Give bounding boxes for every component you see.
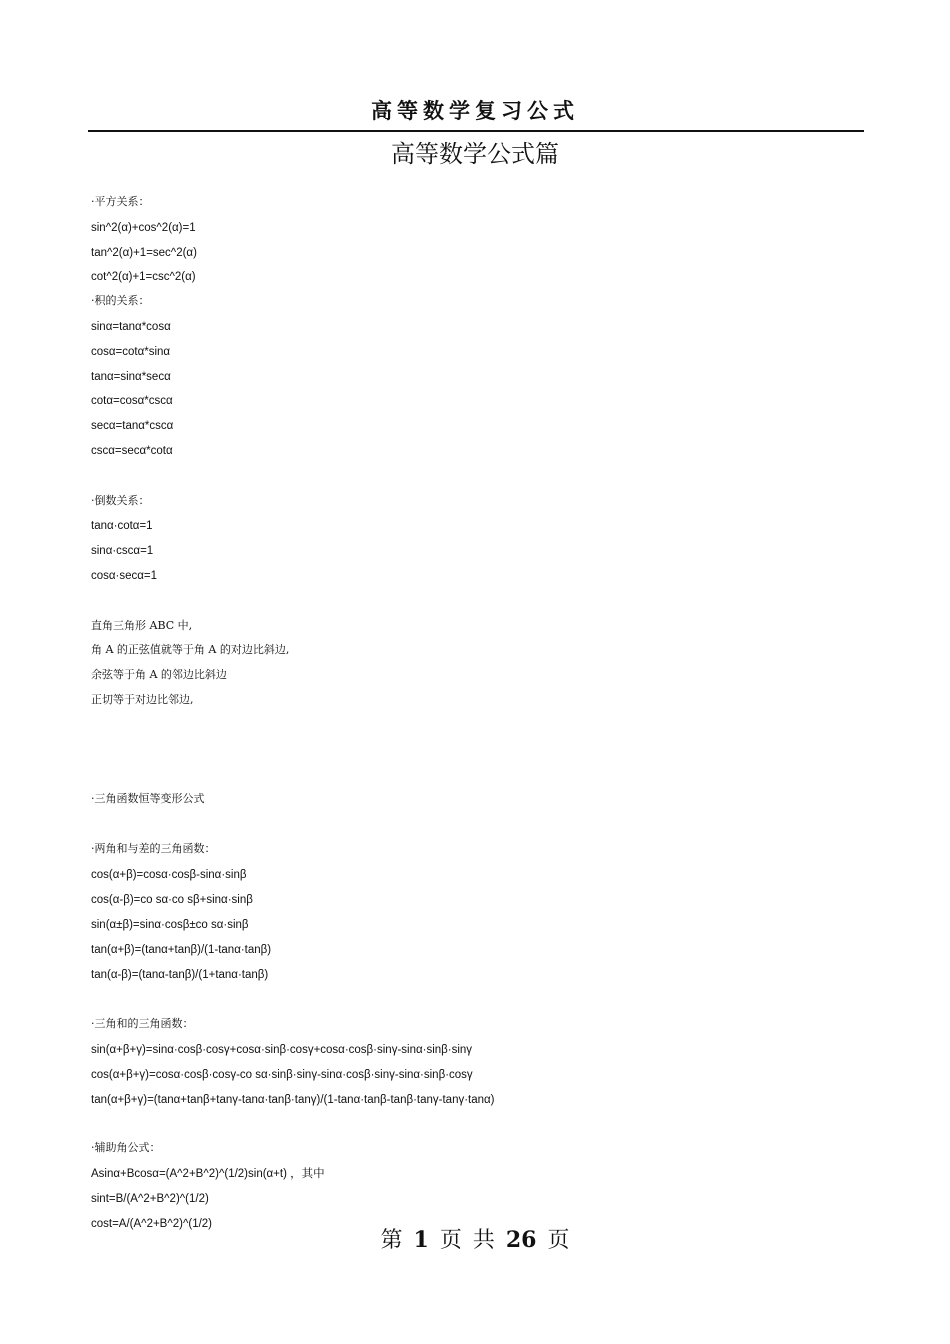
- formula-line: sin(α±β)=sinα·cosβ±co sα·sinβ: [91, 919, 249, 931]
- section-heading-auxiliary-angle: ·辅助角公式：: [91, 1141, 161, 1154]
- formula-line: Asinα+Bcosα=(A^2+B^2)^(1/2)sin(α+t) ，其中: [91, 1168, 325, 1180]
- formula-line: cosα·secα=1: [91, 570, 158, 582]
- formula-line: sin(α+β+γ)=sinα·cosβ·cosγ+cosα·sinβ·cosγ+cosα·cosβ·sinγ-sinα·sinβ·sinγ: [91, 1044, 473, 1056]
- formula-line: sinα=tanα*cosα: [91, 321, 171, 333]
- text-line: 余弦等于角 A 的邻边比斜边: [91, 668, 227, 681]
- formula-line: cos(α+β)=cosα·cosβ-sinα·sinβ: [91, 869, 247, 881]
- section-heading-triple-angle: ·三角和的三角函数：: [91, 1017, 194, 1030]
- formula-line: tan^2(α)+1=sec^2(α): [91, 247, 197, 259]
- formula-line: sin^2(α)+cos^2(α)=1: [91, 222, 196, 234]
- text-line: 直角三角形 ABC 中,: [91, 619, 193, 632]
- formula-line: sint=B/(A^2+B^2)^(1/2): [91, 1193, 209, 1205]
- section-heading-square-relations: ·平方关系：: [91, 195, 150, 208]
- page-footer: [0, 1224, 950, 1257]
- formula-line: tan(α+β+γ)=(tanα+tanβ+tanγ-tanα·tanβ·tanγ)/(1-tanα·tanβ-tanβ·tanγ-tanγ·tanα): [91, 1094, 495, 1106]
- footer-middle: 页 共: [439, 1228, 495, 1253]
- formula-line: secα=tanα*cscα: [91, 420, 174, 432]
- section-heading-sum-difference: ·两角和与差的三角函数：: [91, 842, 216, 855]
- formula-line: tan(α-β)=(tanα-tanβ)/(1+tanα·tanβ): [91, 969, 269, 981]
- section-heading-identities: ·三角函数恒等变形公式: [91, 792, 205, 805]
- formula-line: cot^2(α)+1=csc^2(α): [91, 271, 196, 283]
- page-number: 1: [413, 1227, 429, 1253]
- formula-line: tan(α+β)=(tanα+tanβ)/(1-tanα·tanβ): [91, 944, 272, 956]
- formula-line: cotα=cosα*cscα: [91, 395, 173, 407]
- section-heading-reciprocal-relations: ·倒数关系：: [91, 494, 150, 507]
- footer-suffix: 页: [547, 1228, 570, 1253]
- page-total: 26: [505, 1227, 537, 1253]
- formula-line: cscα=secα*cotα: [91, 445, 173, 457]
- formula-line: tanα=sinα*secα: [91, 371, 171, 383]
- running-header-title: 高等数学复习公式: [371, 98, 579, 123]
- formula-line: cosα=cotα*sinα: [91, 346, 171, 358]
- document-title: 高等数学公式篇: [391, 140, 559, 168]
- formula-line: sinα·cscα=1: [91, 545, 154, 557]
- footer-prefix: 第: [380, 1228, 403, 1253]
- text-line: 正切等于对边比邻边,: [91, 693, 194, 706]
- formula-line: cost=A/(A^2+B^2)^(1/2): [91, 1218, 213, 1230]
- formula-line: cos(α-β)=co sα·co sβ+sinα·sinβ: [91, 894, 253, 906]
- formula-line: cos(α+β+γ)=cosα·cosβ·cosγ-co sα·sinβ·sinγ-sinα·cosβ·sinγ-sinα·sinβ·cosγ: [91, 1069, 473, 1081]
- header-divider: [88, 130, 864, 132]
- formula-line: tanα·cotα=1: [91, 520, 153, 532]
- text-line: 角 A 的正弦值就等于角 A 的对边比斜边,: [91, 643, 290, 656]
- section-heading-product-relations: ·积的关系：: [91, 294, 150, 307]
